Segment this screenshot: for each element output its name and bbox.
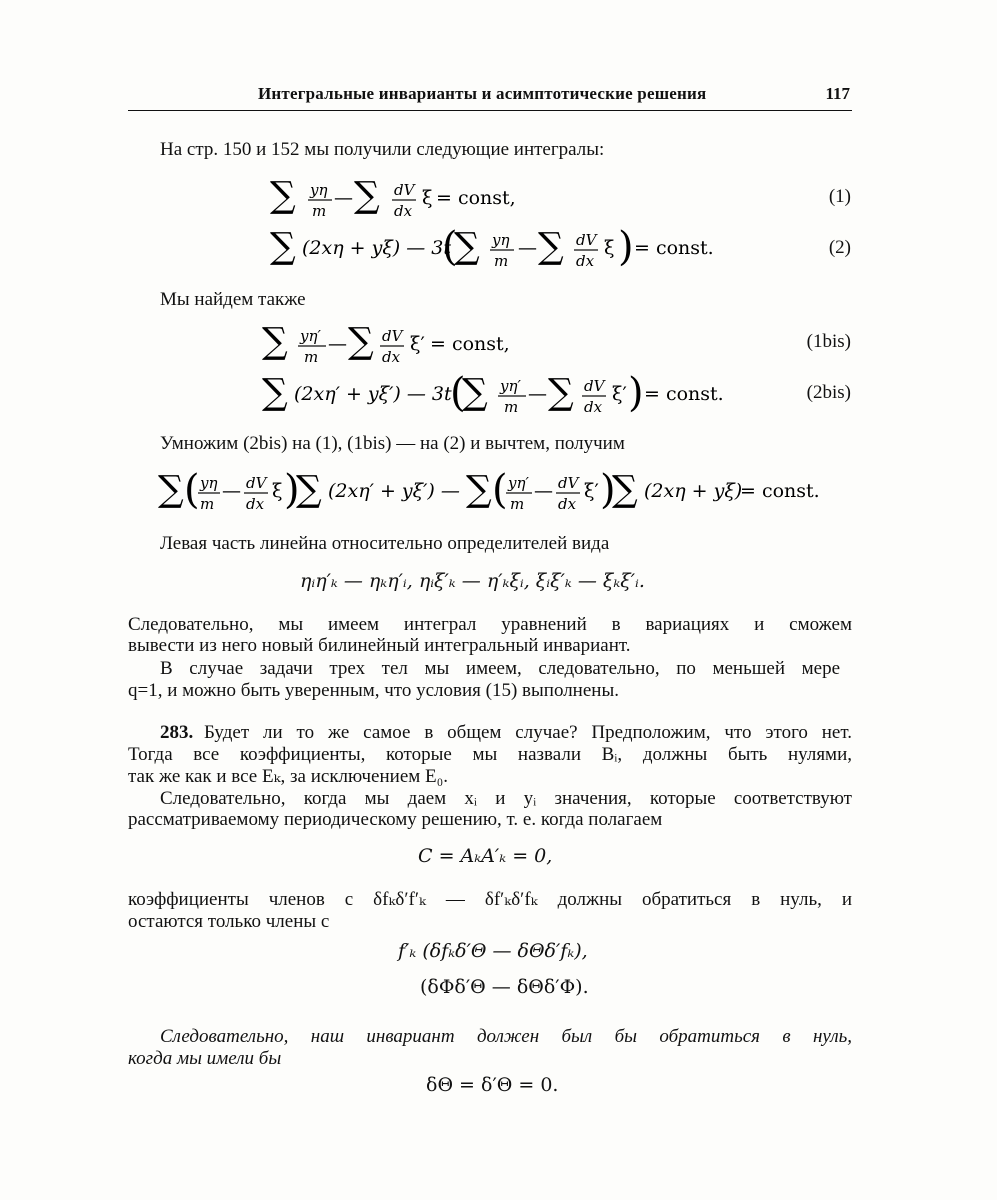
svg-text:∑: ∑ bbox=[548, 372, 574, 413]
svg-text:—: — bbox=[518, 237, 537, 259]
svg-text:(: ( bbox=[450, 370, 466, 416]
svg-text:dV: dV bbox=[584, 377, 605, 395]
page-number: 117 bbox=[825, 84, 850, 103]
svg-text:dV: dV bbox=[576, 231, 597, 249]
svg-text:= const.: = const. bbox=[740, 480, 820, 502]
svg-text:m: m bbox=[494, 252, 509, 270]
svg-text:dx: dx bbox=[382, 348, 401, 366]
svg-text:dx: dx bbox=[246, 495, 265, 513]
equation-theta: δΘ = δ′Θ = 0. bbox=[426, 1074, 559, 1096]
svg-text:∑: ∑ bbox=[270, 226, 296, 267]
svg-text:yη′: yη′ bbox=[300, 327, 321, 345]
equation-2bis-label: (2bis) bbox=[806, 382, 851, 403]
equation-2-label: (2) bbox=[828, 237, 851, 258]
paragraph-invariant-line-2: когда мы имели бы bbox=[128, 1048, 282, 1069]
svg-text:dx: dx bbox=[584, 398, 603, 416]
svg-text:(2xη + yξ) — 3t: (2xη + yξ) — 3t bbox=[302, 237, 452, 259]
svg-text:yη′: yη′ bbox=[500, 377, 521, 395]
svg-text:(2xη′ + yξ′) —: (2xη′ + yξ′) — bbox=[328, 480, 460, 502]
equation-1bis bbox=[262, 318, 532, 368]
svg-text:m: m bbox=[200, 495, 215, 513]
svg-text:(: ( bbox=[492, 467, 508, 513]
svg-text:∑: ∑ bbox=[462, 372, 488, 413]
svg-text:dx: dx bbox=[394, 202, 413, 220]
svg-text:yη: yη bbox=[310, 181, 328, 199]
section-number-label: 283. bbox=[160, 722, 194, 743]
paragraph-left-side: Левая часть линейна относительно определителей вида bbox=[160, 533, 610, 554]
svg-text:(: ( bbox=[184, 467, 200, 513]
svg-text:∑: ∑ bbox=[538, 226, 564, 267]
section-number bbox=[160, 721, 193, 745]
svg-text:= const,: = const, bbox=[430, 333, 510, 355]
svg-text:): ) bbox=[618, 224, 634, 270]
svg-text:∑: ∑ bbox=[158, 469, 184, 510]
equation-phi: (δΦδ′Θ — δΘδ′Φ). bbox=[420, 976, 589, 998]
paragraph-general-case-line-1: Будет ли то же самое в общем случае? Предположим, что этого нет. bbox=[204, 722, 852, 743]
equation-f: f′ₖ (δfₖδ′Θ — δΘδ′fₖ), bbox=[398, 940, 588, 962]
equation-determinants: ηᵢη′ₖ — ηₖη′ᵢ, ηᵢξ′ₖ — η′ₖξᵢ, ξᵢξ′ₖ — ξₖξ′ᵢ. bbox=[300, 570, 645, 592]
paragraph-invariant-line-1: Следовательно, наш инвариант должен был бы обратиться в нуль, bbox=[160, 1026, 852, 1047]
paragraph-conclusion-line-1: Следовательно, мы имеем интеграл уравнений в вариациях и сможем bbox=[128, 614, 852, 635]
equation-combined bbox=[158, 465, 828, 517]
svg-text:ξ′: ξ′ bbox=[612, 383, 627, 405]
running-header bbox=[128, 82, 852, 111]
svg-text:yη′: yη′ bbox=[508, 474, 529, 492]
equation-2bis bbox=[262, 368, 732, 418]
svg-text:dV: dV bbox=[558, 474, 579, 492]
paragraph-values-line-2: рассматриваемому периодическому решению, т. е. когда полагаем bbox=[128, 809, 663, 830]
svg-text:(2xη + yξ): (2xη + yξ) bbox=[644, 480, 743, 502]
equation-C: C = AₖA′ₖ = 0, bbox=[418, 845, 553, 867]
svg-text:): ) bbox=[628, 370, 644, 416]
svg-text:m: m bbox=[510, 495, 525, 513]
paragraph-general-case-line-2: Тогда все коэффициенты, которые мы назвали Bᵢ, должны быть нулями, bbox=[128, 744, 852, 765]
svg-text:yη: yη bbox=[200, 474, 218, 492]
svg-text:m: m bbox=[304, 348, 319, 366]
paragraph-general-case-line-3: так же как и все Eₖ, за исключением E₀. bbox=[128, 766, 449, 787]
svg-text:∑: ∑ bbox=[466, 469, 492, 510]
equation-1bis-label: (1bis) bbox=[806, 331, 851, 352]
paragraph-coefficients-line-2: остаются только члены с bbox=[128, 911, 330, 932]
svg-text:(2xη′ + yξ′) — 3t: (2xη′ + yξ′) — 3t bbox=[294, 383, 452, 405]
paragraph-also: Мы найдем также bbox=[160, 289, 306, 310]
svg-text:): ) bbox=[284, 467, 300, 513]
paragraph-multiply: Умножим (2bis) на (1), (1bis) — на (2) и вычтем, получим bbox=[160, 433, 625, 454]
svg-text:∑: ∑ bbox=[348, 321, 374, 362]
svg-text:∑: ∑ bbox=[612, 469, 638, 510]
svg-text:—: — bbox=[328, 333, 347, 355]
svg-text:∑: ∑ bbox=[262, 372, 288, 413]
svg-text:dV: dV bbox=[246, 474, 267, 492]
paragraph-conclusion-line-2: вывести из него новый билинейный интегральный инвариант. bbox=[128, 635, 631, 656]
svg-text:ξ′: ξ′ bbox=[584, 480, 599, 502]
svg-text:ξ: ξ bbox=[422, 187, 433, 209]
svg-text:= const.: = const. bbox=[644, 383, 724, 405]
svg-text:m: m bbox=[312, 202, 327, 220]
paragraph-three-body-line-1: В случае задачи трех тел мы имеем, следовательно, по меньшей мере bbox=[160, 658, 840, 679]
equation-1-label: (1) bbox=[828, 186, 851, 207]
paragraph-coefficients-line-1: коэффициенты членов с δfₖδ′f′ₖ — δf′ₖδ′fₖ должны обратиться в нуль, и bbox=[128, 889, 852, 910]
svg-text:—: — bbox=[534, 480, 553, 502]
svg-text:dx: dx bbox=[576, 252, 595, 270]
equation-1-tail: = const, bbox=[436, 187, 516, 209]
paragraph-intro: На стр. 150 и 152 мы получили следующие интегралы: bbox=[160, 139, 605, 160]
svg-text:∑: ∑ bbox=[270, 175, 296, 216]
svg-text:yη: yη bbox=[492, 231, 510, 249]
svg-text:ξ: ξ bbox=[604, 237, 615, 259]
svg-text:—: — bbox=[528, 383, 547, 405]
equation-2 bbox=[270, 222, 720, 272]
svg-text:m: m bbox=[504, 398, 519, 416]
svg-text:∑: ∑ bbox=[454, 226, 480, 267]
svg-text:∑: ∑ bbox=[262, 321, 288, 362]
svg-text:—: — bbox=[222, 480, 241, 502]
paragraph-values-line-1: Следовательно, когда мы даем xᵢ и yᵢ значения, которые соответствуют bbox=[160, 788, 852, 809]
svg-text:—: — bbox=[334, 187, 353, 209]
equation-2-tail: = const. bbox=[634, 237, 714, 259]
svg-text:(: ( bbox=[442, 224, 458, 270]
header-title: Интегральные инварианты и асимптотические решения bbox=[258, 84, 707, 103]
svg-text:∑: ∑ bbox=[296, 469, 322, 510]
svg-text:dV: dV bbox=[394, 181, 415, 199]
svg-text:ξ: ξ bbox=[272, 480, 283, 502]
svg-text:∑: ∑ bbox=[354, 175, 380, 216]
svg-text:dx: dx bbox=[558, 495, 577, 513]
paragraph-three-body-line-2: q=1, и можно быть уверенным, что условия (15) выполнены. bbox=[128, 680, 619, 701]
equation-1 bbox=[270, 172, 530, 222]
svg-text:): ) bbox=[600, 467, 616, 513]
svg-text:ξ′: ξ′ bbox=[410, 333, 425, 355]
svg-text:dV: dV bbox=[382, 327, 403, 345]
